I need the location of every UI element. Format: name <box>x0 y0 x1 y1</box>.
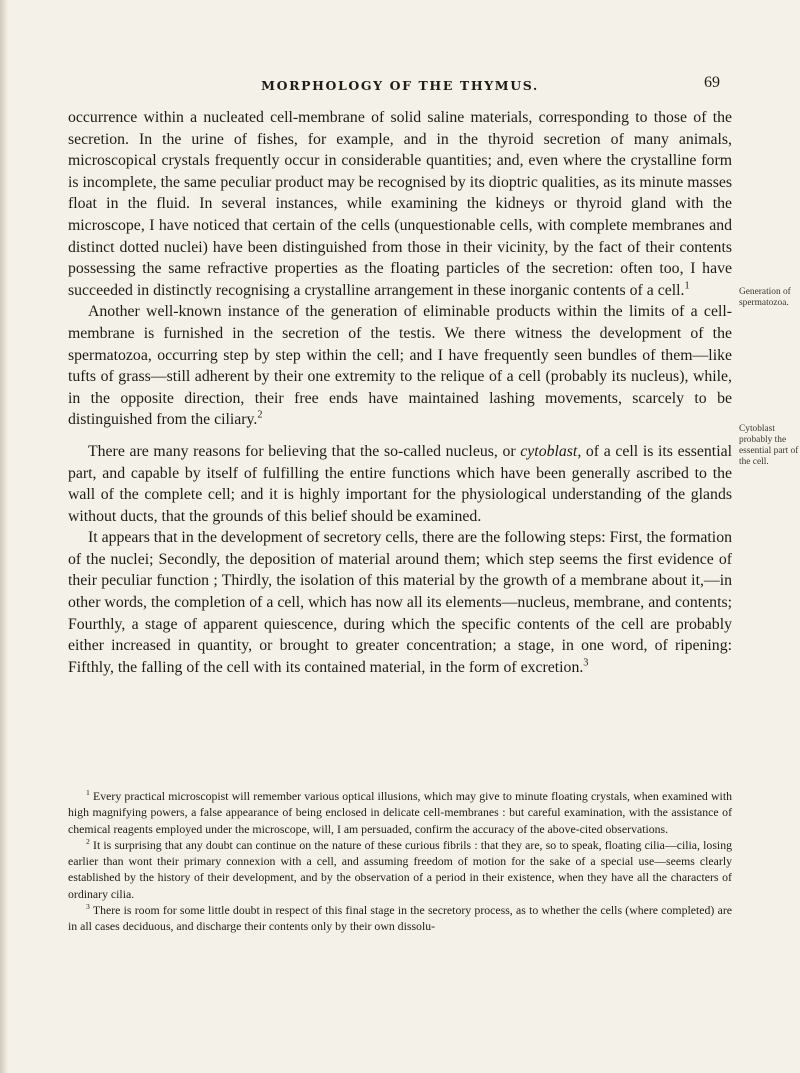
paragraph-cytoblast: There are many reasons for believing that the so-called nucleus, or cytoblast, of a cell is its essential part, and capable by itself of fulfilling the entire functions which have been generally ascribed to the wall of the complete cell; and it is highly important for the physiological understanding of the glands without ducts, that the grounds of this belief should be examined. <box>68 442 732 525</box>
footnote-ref-1: 1 <box>684 280 690 292</box>
footnote-2: $^2$ It is surprising that any doubt can continue on the nature of these curious fibrils : that they are, so to speak, floating cilia—cilia, losing earlier than wont their primary connexion with a cell, and assuming freedom of motion for the sake of a special use—seems clearly established by the history of their development, and by the observation of a period in their existence, when they have all the characters of ordinary cilia. <box>68 836 732 901</box>
paragraph-crystals: occurrence within a nucleated cell-membrane of solid saline materials, corresponding to those of the secretion. In the urine of fishes, for example, and in the thyroid secretion of many animals, microscopical crystals frequently occur in considerable quantities; and, even where the crystalline form is incomplete, the same peculiar product may be recognised by its dioptric qualities, as its minute masses float in the fluid. In several instances, while examining the kidneys or thyroid gland with the microscope, I have noticed that certain of the cells (unquestionable cells, with complete membranes and distinct dotted nuclei) have been distinguished from those in their vicinity, by the fact of their contents possessing the same refractive properties as the floating particles of the secretion: often too, I have succeeded in distinctly recognising a crystalline arrangement in these inorganic contents of a cell.$^1$ <box>68 109 732 299</box>
term-cytoblast: cytoblast, <box>520 442 582 460</box>
running-title: MORPHOLOGY OF THE THYMUS. <box>261 78 539 93</box>
paragraph-spermatozoa: Another well-known instance of the generation of eliminable products within the limits of a cell-membrane is furnished in the secretion of the testis. We there witness the development of the spermatozoa, occurring step by step within the cell; and I have frequently seen bundles of them—like tufts of grass—still adherent by their one extremity to the relique of a cell (probably its nucleus), while, in the opposite direction, their free ends have maintained lashing movements, scarcely to be distinguished from the ciliary.$^2$ <box>68 303 732 429</box>
footnote-ref-3: 3 <box>583 657 589 669</box>
footnotes <box>68 788 732 935</box>
sidenote-cytoblast: Cytoblast probably the essential part of the cell. <box>739 424 799 467</box>
footnote-ref-2: 2 <box>257 410 263 422</box>
page-edge-shadow <box>0 0 8 1073</box>
paragraph-development-steps: It appears that in the development of secretory cells, there are the following steps: First, the formation of the nuclei; Secondly, the deposition of material around them; which step seems the first evidence of their peculiar function ; Thirdly, the isolation of this material by the growth of a membrane about it,—in other words, the completion of a cell, which has now all its elements—nucleus, membrane, and contents; Fourthly, a stage of apparent quiescence, during which the specific contents of the cell are probably either increased in quantity, or brought to greater concentration; a stage, in one word, of ripening: Fifthly, the falling of the cell with its contained material, in the form of excretion.$^3$ <box>68 529 732 676</box>
footnote-3: $^3$ There is room for some little doubt in respect of this final stage in the secretory process, as to whether the cells (where completed) are in all cases deciduous, and discharge their contents only by their own dissolu- <box>68 902 732 934</box>
page-number: 69 <box>704 74 720 91</box>
main-text <box>68 107 732 678</box>
sidenote-spermatozoa: Generation of spermatozoa. <box>739 287 791 308</box>
footnote-1: $^1$ Every practical microscopist will remember various optical illusions, which may give to minute floating crystals, when examined with high magnifying powers, a false appearance of being enclosed in delicate cell-membranes : but careful examination, with the assistance of chemical reagents employed under the microscope, will, I am persuaded, confirm the accuracy of the above-cited observations. <box>68 788 733 836</box>
